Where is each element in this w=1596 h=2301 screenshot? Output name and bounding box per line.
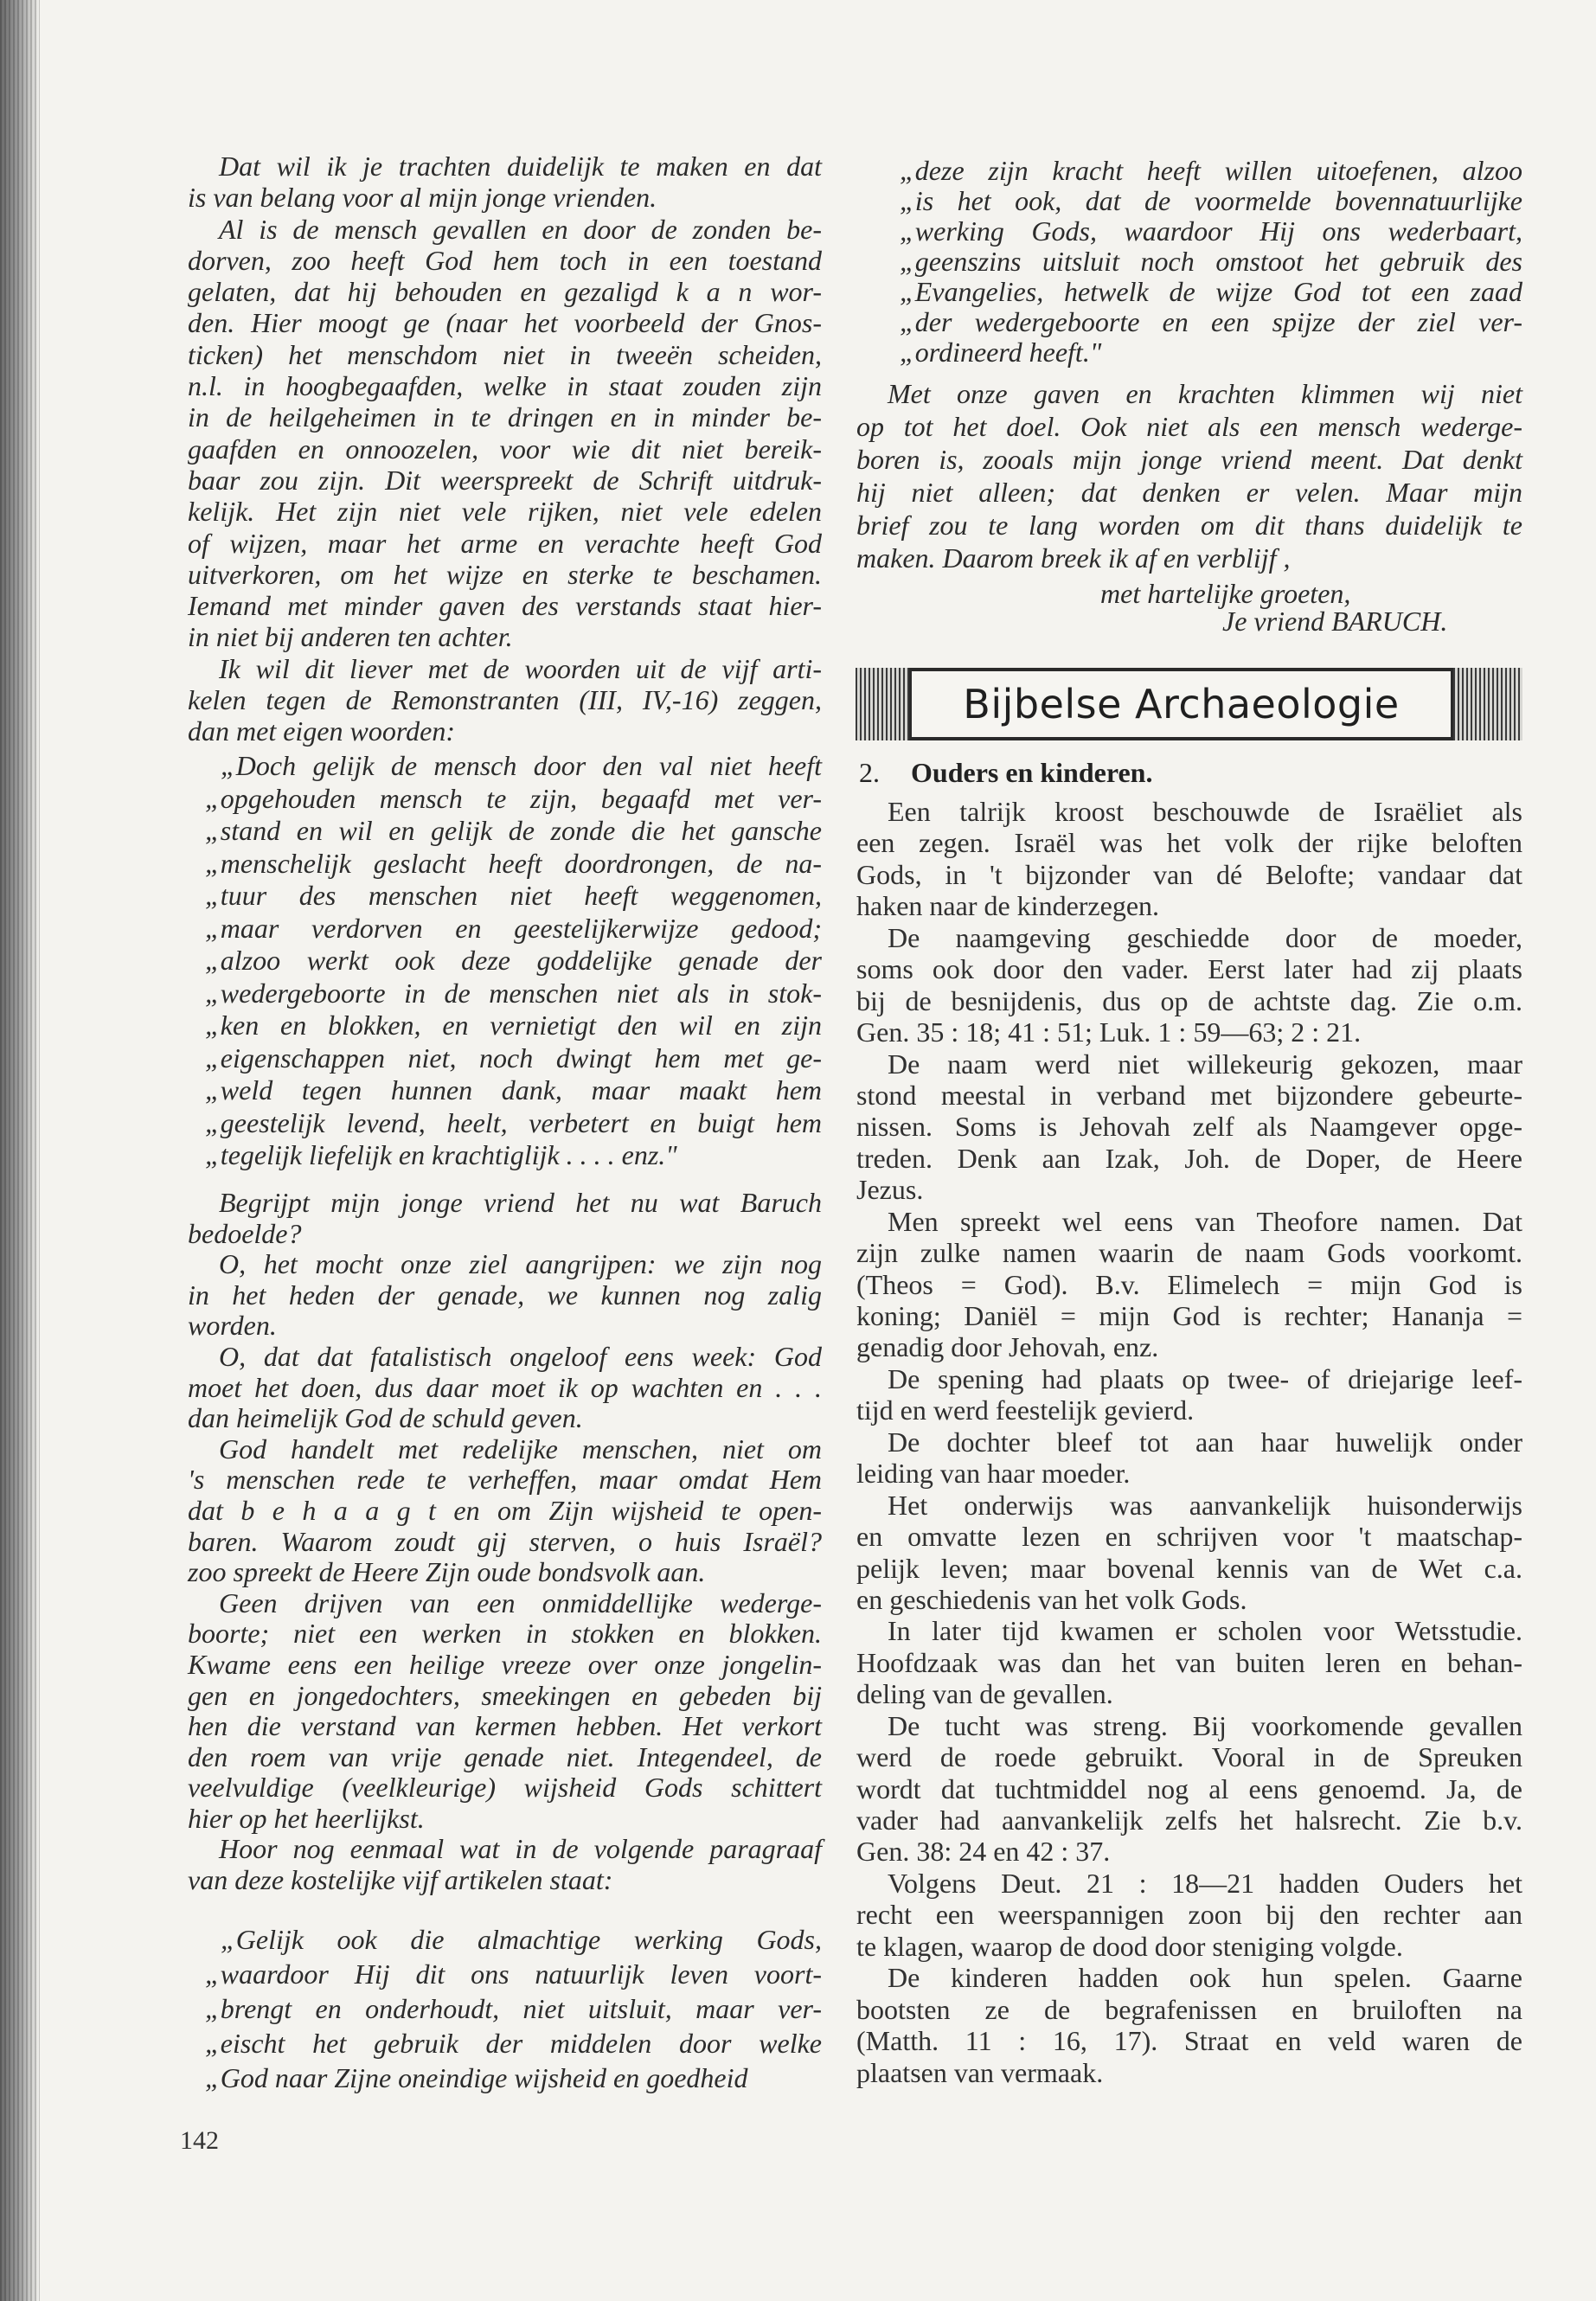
decorative-stripes-right — [1453, 668, 1522, 740]
text-line: „waardoor Hij dit ons natuurlijk leven voort- — [205, 1958, 822, 1990]
text-line: dorven, zoo heeft God hem toch in een toestand — [188, 244, 822, 276]
text-line: gaafden en onnoozelen, voor wie dit niet bereik- — [188, 433, 822, 465]
text-line: plaatsen van vermaak. — [856, 2056, 1104, 2088]
paragraph — [856, 1710, 1522, 1868]
text-line: brief zou te lang worden om dit thans duidelijk te — [856, 510, 1522, 541]
paragraph — [856, 1490, 1522, 1616]
text-line: wordt dat tuchtmiddel nog al eens genoemd. Ja, de — [856, 1772, 1522, 1804]
decorative-stripes-left — [856, 668, 909, 740]
page-number: 142 — [180, 2126, 219, 2155]
text-line: „werking Gods, waardoor Hij ons wederbaart, — [900, 215, 1522, 247]
text-line: hij niet alleen; dat denken er velen. Maar mijn — [856, 477, 1522, 508]
text-line: gen en jongedochters, smeekingen en gebeden bij — [188, 1679, 822, 1711]
text-line: kelen tegen de Remonstranten (III, IV,-16) zeggen, — [188, 684, 822, 716]
text-line: „brengt en onderhoudt, niet uitsluit, maar ver- — [205, 1993, 822, 2024]
subheading-number: 2. — [859, 757, 880, 788]
text-line: nissen. Soms is Jehovah zelf als Naamgever opge- — [856, 1111, 1522, 1143]
text-line: baar zou zijn. Dit weerspreekt de Schrift uitdruk- — [188, 464, 822, 496]
text-line: „stand en wil en gelijk de zonde die het gansche — [205, 815, 822, 846]
text-line: Jezus. — [856, 1174, 924, 1206]
text-line: „tuur des menschen niet heeft weggenomen, — [205, 880, 822, 911]
text-line: Gen. 38: 24 en 42 : 37. — [856, 1836, 1111, 1868]
text-line: Een talrijk kroost beschouwde de Israëliet als — [888, 796, 1522, 827]
text-line: vader had aanvankelijk zelfs het halsrecht. Zie b.v. — [856, 1804, 1522, 1836]
text-line: maken. Daarom breek ik af en verblijf , — [856, 542, 1291, 574]
text-line: Geen drijven van een onmiddellijke wederge- — [219, 1586, 822, 1618]
text-line: op tot het doel. Ook niet als een mensch wederge- — [856, 411, 1522, 442]
paragraph — [856, 1206, 1522, 1363]
text-line: van deze kostelijke vijf artikelen staat: — [188, 1864, 613, 1896]
text-line: Iemand met minder gaven des verstands staat hier- — [188, 590, 822, 622]
text-line: „wedergeboorte in de menschen niet als in stok- — [205, 977, 822, 1009]
letter-greeting: met hartelijke groeten, — [1100, 578, 1351, 609]
paragraph — [188, 653, 822, 747]
paragraph — [188, 214, 822, 653]
text-line: worden. — [188, 1310, 277, 1342]
text-line: De dochter bleef tot aan haar huwelijk onder — [888, 1426, 1522, 1458]
text-line: moet het doen, dus daar moet ik op wachten en . . . — [188, 1371, 822, 1403]
text-line: kelijk. Het zijn niet vele rijken, niet vele edelen — [188, 496, 822, 528]
paragraph — [856, 922, 1522, 1048]
text-line: recht een weerspannigen zoon bij den rechter aan — [856, 1899, 1522, 1931]
text-line: den roem van vrije genade niet. Integendeel, de — [188, 1740, 822, 1772]
text-line: baren. Waarom zoudt gij sterven, o huis Israël? — [188, 1525, 822, 1557]
paragraph — [856, 1048, 1522, 1206]
paragraph — [205, 1922, 822, 2095]
paragraph — [188, 1834, 822, 1895]
quote-articles-end — [900, 156, 1522, 368]
text-line: is van belang voor al mijn jonge vrienden. — [188, 182, 657, 214]
paragraph — [856, 1962, 1522, 2088]
text-line: bedoelde? — [188, 1217, 302, 1249]
text-line: treden. Denk aan Izak, Joh. de Doper, de Heere — [856, 1142, 1522, 1174]
text-line: koning; Daniël = mijn God is rechter; Hananja = — [856, 1300, 1522, 1331]
text-line: De spening had plaats op twee- of driejarige leef- — [888, 1362, 1522, 1394]
text-line: te klagen, waarop de dood door steniging volgde. — [856, 1930, 1403, 1962]
text-line: deling van de gevallen. — [856, 1678, 1113, 1710]
letter-discussion-paragraphs — [188, 1188, 822, 1896]
section-heading: Bijbelse Archaeologie — [963, 681, 1400, 727]
paragraph — [856, 1363, 1522, 1426]
text-line: gelaten, dat hij behouden en gezaligd k a n wor- — [188, 276, 822, 308]
text-line: zoo spreekt de Heere Zijn oude bondsvolk aan. — [188, 1556, 706, 1588]
scan-binding-edge — [0, 0, 40, 2301]
text-line: (Theos = God). B.v. Elimelech = mijn God is — [856, 1268, 1522, 1300]
text-line: De kinderen hadden ook hun spelen. Gaarne — [888, 1962, 1522, 1994]
text-line: hen die verstand van kermen hebben. Het verkort — [188, 1710, 822, 1742]
text-line: „menschelijk geslacht heeft doordrongen, de na- — [205, 847, 822, 879]
text-line: Hoor nog eenmaal wat in de volgende paragraaf — [219, 1833, 822, 1865]
text-line: „ordineerd heeft." — [900, 336, 1102, 368]
text-line: tijd en werd feestelijk gevierd. — [856, 1394, 1195, 1426]
section-heading-banner — [856, 668, 1522, 740]
text-line: veelvuldige (veelkleurige) wijsheid Gods schittert — [188, 1772, 822, 1804]
text-line: boren is, zooals mijn jonge vriend meent. Dat denkt — [856, 444, 1522, 475]
text-line: (Matth. 11 : 16, 17). Straat en veld waren de — [856, 2025, 1522, 2057]
text-line: stond meestal in verband met bijzondere gebeurte- — [856, 1079, 1522, 1111]
text-line: „tegelijk liefelijk en krachtiglijk . . . . enz." — [205, 1139, 677, 1170]
text-line: dan heimelijk God de schuld geven. — [188, 1402, 583, 1434]
text-line: dan met eigen woorden: — [188, 715, 455, 747]
paragraph — [188, 1434, 822, 1588]
text-line: „Gelijk ook die almachtige werking Gods, — [221, 1924, 822, 1955]
text-line: Gen. 35 : 18; 41 : 51; Luk. 1 : 59—63; 2 : 21. — [856, 1016, 1362, 1048]
text-line: „eischt het gebruik der middelen door welke — [205, 2028, 822, 2059]
quote-articles-start — [205, 1922, 822, 2095]
text-line: dat b e h a a g t en om Zijn wijsheid te open- — [188, 1494, 822, 1526]
text-line: uitverkoren, om het wijze en sterke te beschamen. — [188, 558, 822, 590]
paragraph — [188, 1188, 822, 1249]
paragraph — [856, 1868, 1522, 1962]
paragraph — [205, 750, 822, 1172]
letter-signature: Je vriend BARUCH. — [1222, 606, 1448, 637]
paragraph — [188, 1249, 822, 1342]
text-line: 's menschen rede te verheffen, maar omdat Hem — [188, 1464, 822, 1496]
text-line: „Evangelies, hetwelk de wijze God tot een zaad — [900, 276, 1522, 307]
text-line: zijn zulke namen waarin de naam Gods voorkomt. — [856, 1237, 1522, 1269]
paragraph — [900, 156, 1522, 368]
text-line: Gods, in 't bijzonder van dé Belofte; vandaar dat — [856, 858, 1522, 890]
heading-frame — [909, 668, 1453, 740]
quote-remonstrants-articles — [205, 750, 822, 1172]
text-line: in het heden der genade, we kunnen nog zalig — [188, 1279, 822, 1311]
text-line: O, dat dat fatalistisch ongeloof eens week: God — [219, 1340, 822, 1372]
subheading-title: Ouders en kinderen. — [911, 757, 1153, 788]
text-line: Het onderwijs was aanvankelijk huisonderwijs — [888, 1489, 1522, 1521]
text-line: In later tijd kwamen er scholen voor Wetsstudie. — [888, 1615, 1522, 1647]
text-line: De tucht was streng. Bij voorkomende gevallen — [888, 1709, 1522, 1741]
text-line: of wijzen, maar het arme en verachte heeft God — [188, 527, 822, 559]
text-line: werd de roede gebruikt. Vooral in de Spreuken — [856, 1741, 1522, 1773]
text-line: soms ook door den vader. Eerst later had zij plaats — [856, 953, 1522, 985]
letter-closing-paragraph — [856, 377, 1522, 574]
paragraph — [188, 1342, 822, 1434]
text-line: den. Hier moogt ge (naar het voorbeeld der Gnos- — [188, 307, 822, 339]
text-line: „deze zijn kracht heeft willen uitoefenen, alzoo — [900, 155, 1522, 186]
text-line: haken naar de kinderzegen. — [856, 890, 1160, 922]
text-line: bij de besnijdenis, dus op de achtste dag. Zie o.m. — [856, 984, 1522, 1016]
text-line: een zegen. Israël was het volk der rijke beloften — [856, 827, 1522, 859]
section-body-paragraphs — [856, 796, 1522, 2088]
text-line: „opgehouden mensch te zijn, begaafd met ver- — [205, 782, 822, 814]
text-line: „ken en blokken, en vernietigt den wil en zijn — [205, 1009, 822, 1041]
text-line: leiding van haar moeder. — [856, 1458, 1131, 1490]
text-line: Men spreekt wel eens van Theofore namen. Dat — [888, 1205, 1522, 1237]
text-line: „maar verdorven en geestelijkerwijze gedood; — [205, 912, 822, 944]
paragraph — [188, 1588, 822, 1835]
text-line: Kwame eens een heilige vreeze over onze jongelin- — [188, 1648, 822, 1680]
text-line: n.l. in hoogbegaafden, welke in staat zouden zijn — [188, 370, 822, 402]
text-line: en omvatte lezen en schrijven voor 't maatschap- — [856, 1521, 1522, 1553]
paragraph — [856, 1615, 1522, 1709]
text-line: Hoofdzaak was dan het van buiten leren en behan- — [856, 1646, 1522, 1678]
text-line: in niet bij anderen ten achter. — [188, 621, 513, 653]
text-line: bootsten ze de begrafenissen en bruiloften na — [856, 1993, 1522, 2025]
text-line: God handelt met redelijke menschen, niet om — [219, 1433, 822, 1465]
text-line: Volgens Deut. 21 : 18—21 hadden Ouders het — [888, 1867, 1522, 1899]
text-line: pelijk leven; maar bovenal kennis van de Wet c.a. — [856, 1552, 1522, 1584]
section-subheading — [859, 757, 1152, 789]
text-line: O, het mocht onze ziel aangrijpen: we zijn nog — [219, 1248, 822, 1280]
text-line: genadig door Jehovah, enz. — [856, 1331, 1159, 1363]
paragraph — [856, 1426, 1522, 1490]
text-line: „is het ook, dat de voormelde bovennatuurlijke — [900, 185, 1522, 216]
text-line: „weld tegen hunnen dank, maar maakt hem — [205, 1074, 822, 1106]
text-line: Met onze gaven en krachten klimmen wij niet — [888, 378, 1522, 409]
text-line: en geschiedenis van het volk Gods. — [856, 1583, 1247, 1615]
text-line: De naam werd niet willekeurig gekozen, maar — [888, 1048, 1522, 1080]
text-line: Al is de mensch gevallen en door de zonden be- — [219, 213, 822, 245]
text-line: „der wedergeboorte en een spijze der ziel ver- — [900, 306, 1522, 337]
text-line: Ik wil dit liever met de woorden uit de vijf arti- — [219, 652, 822, 684]
text-line: Dat wil ik je trachten duidelijk te maken en dat — [219, 151, 822, 182]
text-line: „alzoo werkt ook deze goddelijke genade der — [205, 945, 822, 976]
text-line: „eigenschappen niet, noch dwingt hem met ge- — [205, 1042, 822, 1074]
paragraph — [188, 151, 822, 214]
text-line: in de heilgeheimen in te dringen en in minder be- — [188, 401, 822, 433]
text-line: Begrijpt mijn jonge vriend het nu wat Baruch — [219, 1187, 822, 1218]
text-line: „geestelijk levend, heelt, verbetert en buigt hem — [205, 1106, 822, 1138]
text-line: hier op het heerlijkst. — [188, 1802, 425, 1834]
text-line: boorte; niet een werken in stokken en blokken. — [188, 1618, 822, 1650]
paragraph — [856, 377, 1522, 574]
text-line: ticken) het menschdom niet in tweeën scheiden, — [188, 338, 822, 370]
text-line: „Doch gelijk de mensch door den val niet heeft — [221, 750, 822, 781]
letter-intro-paragraphs — [188, 151, 822, 747]
text-line: „geenszins uitsluit noch omstoot het gebruik des — [900, 246, 1522, 277]
text-line: De naamgeving geschiedde door de moeder, — [888, 921, 1522, 953]
paragraph — [856, 796, 1522, 922]
text-line: „God naar Zijne oneindige wijsheid en goedheid — [205, 2062, 748, 2093]
